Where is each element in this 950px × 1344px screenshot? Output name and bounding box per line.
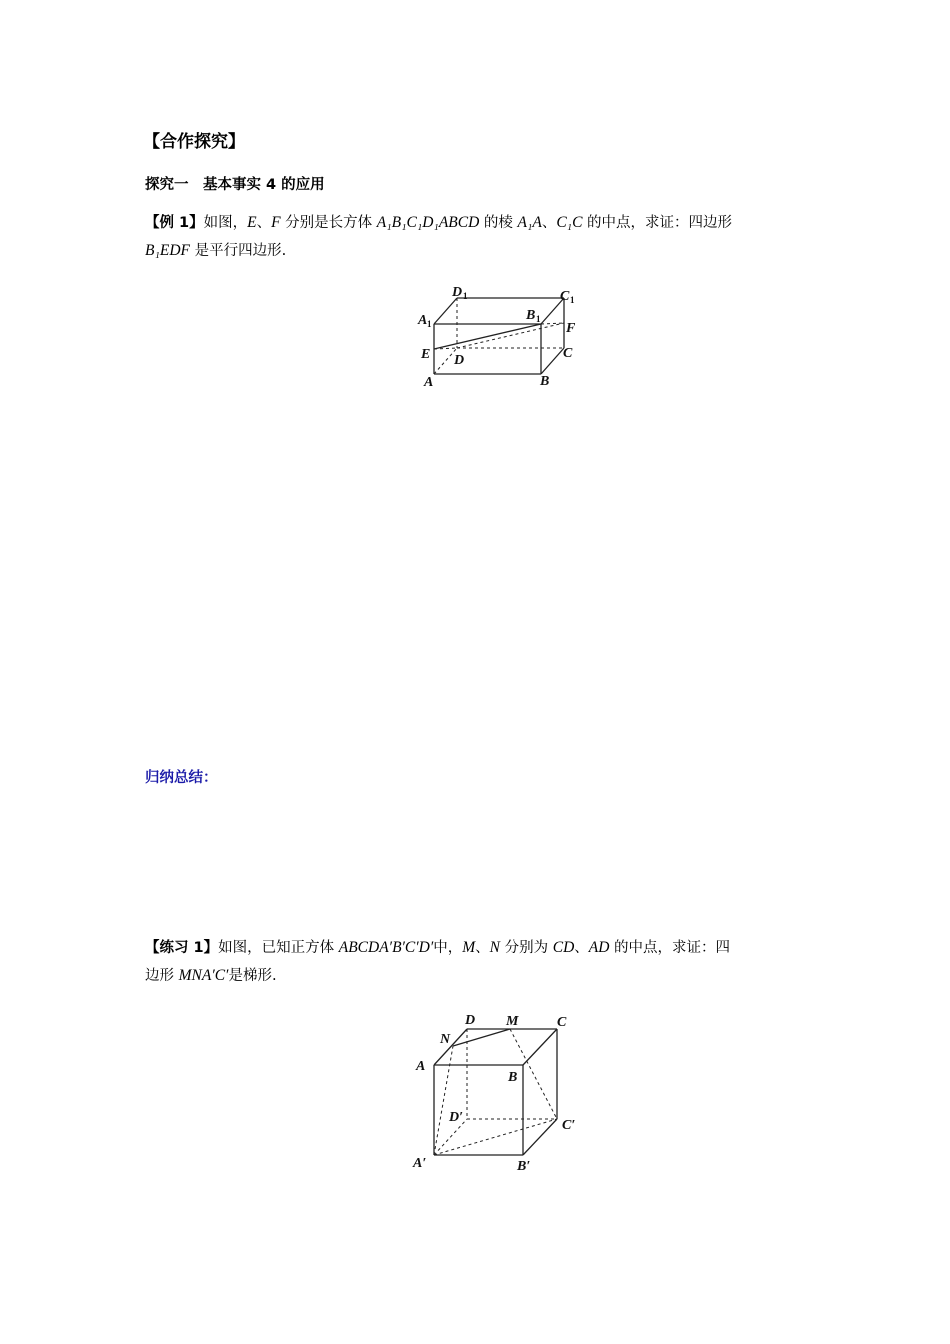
sep: 、 bbox=[256, 215, 272, 231]
point-n: N bbox=[489, 939, 501, 956]
label-d1: D bbox=[452, 285, 463, 300]
example-1-t2: 分别是长方体 bbox=[280, 215, 377, 231]
segment-eb1 bbox=[434, 324, 541, 349]
label-b-prime: B′ bbox=[517, 1159, 531, 1174]
segment-df bbox=[457, 323, 564, 348]
label-c-prime: C′ bbox=[562, 1118, 576, 1133]
label-c: C bbox=[563, 346, 573, 361]
edge-c1c: C₁C bbox=[556, 214, 583, 231]
exercise-1-t5: 边形 bbox=[145, 968, 179, 984]
sep: 、 bbox=[574, 940, 589, 956]
label-f: F bbox=[566, 321, 576, 336]
section-title: 【合作探究】 bbox=[143, 132, 245, 152]
label-c1: C bbox=[560, 289, 570, 304]
segment-mn bbox=[453, 1029, 510, 1046]
sep: 、 bbox=[541, 215, 557, 231]
edge bbox=[523, 1029, 557, 1065]
example-1-t1: 如图， bbox=[203, 215, 248, 231]
point-e: E bbox=[247, 214, 257, 231]
example-1-text bbox=[145, 209, 825, 265]
exercise-1-t3: 分别为 bbox=[500, 940, 553, 956]
segment-ad: AD bbox=[588, 939, 610, 956]
label-d: D bbox=[465, 1013, 476, 1028]
example-1-t4: 的中点，求证：四边形 bbox=[582, 215, 733, 231]
label-sub: 1 bbox=[570, 295, 575, 305]
label-a: A bbox=[424, 375, 434, 390]
edge-a1a: A₁A bbox=[517, 214, 542, 231]
segment-b1f bbox=[541, 323, 564, 324]
label-b: B bbox=[508, 1070, 518, 1085]
label-sub: 1 bbox=[427, 319, 432, 329]
label-d: D bbox=[454, 353, 465, 368]
point-f: F bbox=[271, 214, 281, 231]
solid-name: ABCDA′B′C′D′ bbox=[338, 939, 434, 956]
exercise-1-t1: 如图，已知正方体 bbox=[218, 940, 339, 956]
summary-label: 归纳总结： bbox=[145, 770, 218, 786]
example-1-t3: 的棱 bbox=[479, 215, 518, 231]
label-n: N bbox=[440, 1032, 451, 1047]
exercise-1-t2: 中， bbox=[433, 940, 463, 956]
label-sub: 1 bbox=[463, 291, 468, 301]
exercise-1-tag: 【练习 1】 bbox=[145, 940, 219, 956]
edge bbox=[541, 348, 564, 374]
label-a: A bbox=[416, 1059, 426, 1074]
quad-mnac: MNA′C′ bbox=[178, 967, 229, 984]
point-m: M bbox=[462, 939, 476, 956]
figure-cube bbox=[405, 1005, 595, 1180]
label-b: B bbox=[540, 374, 550, 389]
label-b1: B bbox=[526, 308, 536, 323]
label-e: E bbox=[421, 347, 431, 362]
quad-b1edf: B₁EDF bbox=[145, 242, 190, 259]
label-d-prime: D′ bbox=[449, 1110, 464, 1125]
segment-cd: CD bbox=[552, 939, 575, 956]
label-a1: A bbox=[418, 313, 428, 328]
example-1-t5: 是平行四边形. bbox=[190, 243, 287, 259]
exercise-1-text bbox=[145, 934, 825, 990]
label-sub: 1 bbox=[536, 314, 541, 324]
label-a-prime: A′ bbox=[413, 1156, 427, 1171]
example-1-tag: 【例 1】 bbox=[145, 215, 204, 231]
exercise-1-t4: 的中点，求证：四 bbox=[609, 940, 731, 956]
exercise-1-t6: 是梯形. bbox=[228, 968, 277, 984]
figure-cuboid bbox=[410, 278, 590, 393]
label-c: C bbox=[557, 1015, 567, 1030]
solid-name: A₁B₁C₁D₁ABCD bbox=[376, 214, 480, 231]
subsection-title: 探究一 基本事实 4 的应用 bbox=[145, 177, 325, 193]
edge bbox=[434, 298, 457, 324]
sep: 、 bbox=[475, 940, 490, 956]
label-m: M bbox=[506, 1014, 519, 1029]
